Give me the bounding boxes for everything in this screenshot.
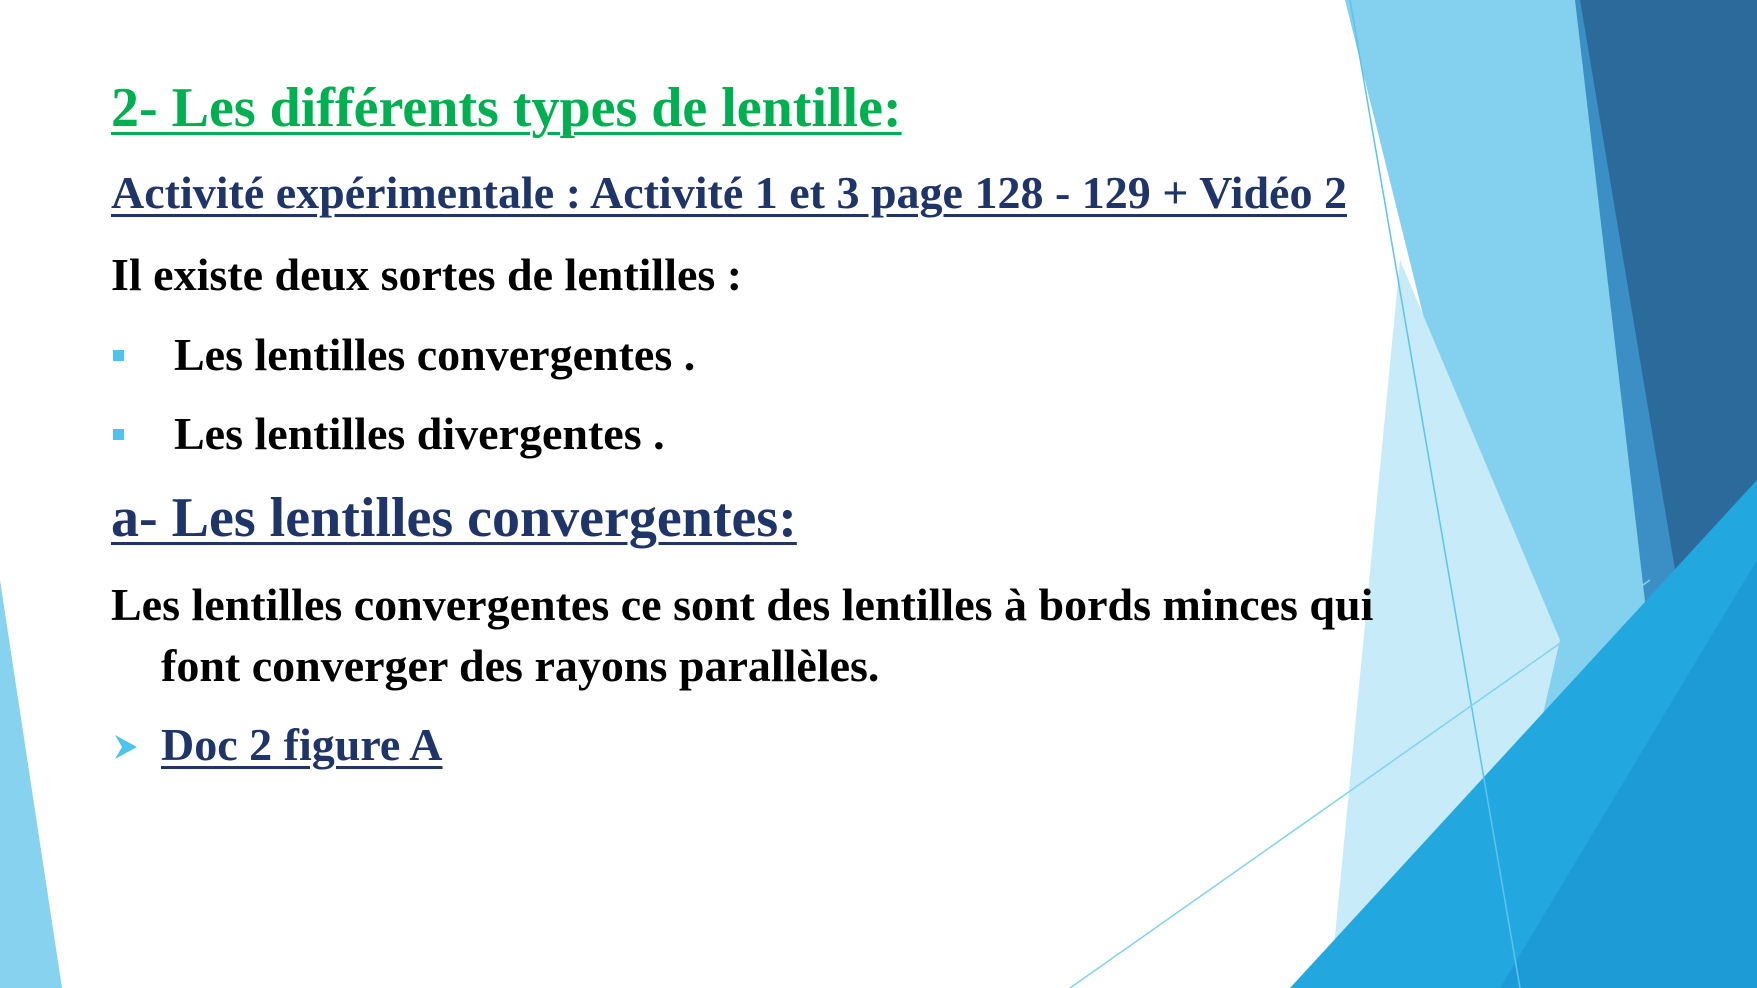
square-bullet-icon	[113, 429, 124, 440]
activity-reference: Activité expérimentale : Activité 1 et 3 page 128 - 129 + Vidéo 2	[111, 167, 1347, 218]
list-item-text: Les lentilles divergentes .	[174, 408, 665, 459]
arrow-bullet-icon	[113, 732, 139, 762]
paragraph-line-2: font converger des rayons parallèles.	[161, 640, 880, 691]
section-subtitle: a- Les lentilles convergentes:	[111, 487, 797, 549]
list-item-text: Les lentilles convergentes .	[174, 329, 696, 380]
slide-title: 2- Les différents types de lentille:	[111, 77, 902, 139]
paragraph-line-1: Les lentilles convergentes ce sont des lentilles à bords minces qui	[111, 579, 1374, 630]
intro-text: Il existe deux sortes de lentilles :	[111, 249, 743, 300]
doc-reference-link[interactable]: Doc 2 figure A	[161, 719, 443, 770]
square-bullet-icon	[113, 350, 124, 361]
